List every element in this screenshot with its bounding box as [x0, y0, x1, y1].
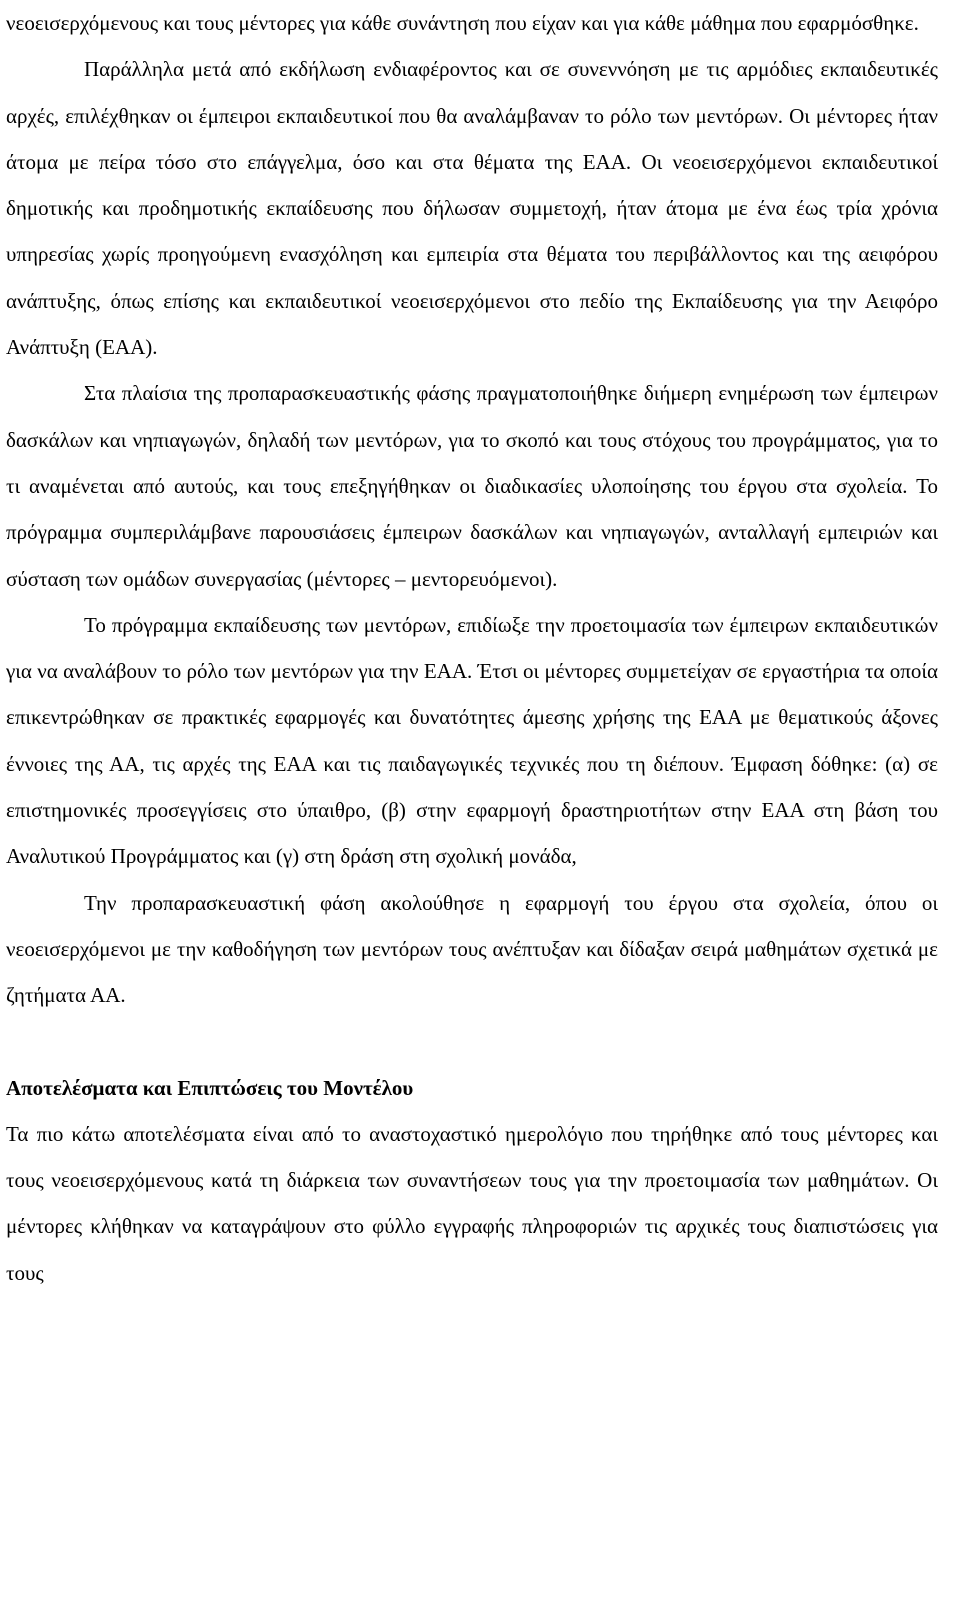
paragraph-preparatory-phase: Στα πλαίσια της προπαρασκευαστικής φάσης πραγματοποιήθηκε διήμερη ενημέρωση των έμπειρων δασκάλων και νηπιαγωγών, δηλαδή των μεντόρων, για το σκοπό και τους στόχους του προγράμματος, για το τι αναμένεται από αυτούς, και τους επεξηγήθηκαν οι διαδικασίες υλοποίησης του έργου στα σχολεία. Το πρόγραμμα συμπεριλάμβανε παρουσιάσεις έμπειρων δασκάλων και νηπιαγωγών, ανταλλαγή εμπειριών και σύσταση των ομάδων συνεργασίας (μέντορες – μεντορευόμενοι).	[6, 381, 938, 591]
paragraph-implementation: Την προπαρασκευαστική φάση ακολούθησε η εφαρμογή του έργου στα σχολεία, όπου οι νεοεισερχόμενοι με την καθοδήγηση των μεντόρων τους ανέπτυξαν και δίδαξαν σειρά μαθημάτων σχετικά με ζητήματα ΑΑ.	[6, 890, 938, 1008]
document-page	[6, 0, 938, 1296]
paragraph-mentor-training: Το πρόγραμμα εκπαίδευσης των μεντόρων, επιδίωξε την προετοιμασία των έμπειρων εκπαιδευτικών για να αναλάβουν το ρόλο των μεντόρων για την ΕΑΑ. Έτσι οι μέντορες συμμετείχαν σε εργαστήρια τα οποία επικεντρώθηκαν σε πρακτικές εφαρμογές και δυνατότητες άμεσης χρήσης της ΕΑΑ με θεματικούς άξονες έννοιες της ΑΑ, τις αρχές της ΕΑΑ και τις παιδαγωγικές τεχνικές που τη διέπουν. Έμφαση δόθηκε: (α) σε επιστημονικές προσεγγίσεις στο ύπαιθρο, (β) στην εφαρμογή δραστηριοτήτων στην ΕΑΑ στη βάση του Αναλυτικού Προγράμματος και (γ) στη δράση στη σχολική μονάδα,	[6, 612, 938, 869]
paragraph-mentor-selection: Παράλληλα μετά από εκδήλωση ενδιαφέροντος και σε συνεννόηση με τις αρμόδιες εκπαιδευτικές αρχές, επιλέχθηκαν οι έμπειροι εκπαιδευτικοί που θα αναλάμβαναν το ρόλο των μεντόρων. Οι μέντορες ήταν άτομα με πείρα τόσο στο επάγγελμα, όσο και στα θέματα της ΕΑΑ. Οι νεοεισερχόμενοι εκπαιδευτικοί δημοτικής και προδημοτικής εκπαίδευσης που δήλωσαν συμμετοχή, ήταν άτομα με ένα έως τρία χρόνια υπηρεσίας χωρίς προηγούμενη ενασχόληση και εμπειρία στα θέματα του περιβάλλοντος και της αειφόρου ανάπτυξης, όπως επίσης και εκπαιδευτικοί νεοεισερχόμενοι στο πεδίο της Εκπαίδευσης για την Αειφόρο Ανάπτυξη (ΕΑΑ).	[6, 57, 938, 360]
section-spacer	[6, 1019, 938, 1065]
section-heading: Αποτελέσματα και Επιπτώσεις του Μοντέλου	[6, 1075, 414, 1100]
paragraph-results: Τα πιο κάτω αποτελέσματα είναι από το αναστοχαστικό ημερολόγιο που τηρήθηκε από τους μέντορες και τους νεοεισερχόμενους κατά τη διάρκεια των συναντήσεων τους για την προετοιμασία των μαθημάτων. Οι μέντορες κλήθηκαν να καταγράψουν στο φύλλο εγγραφής πληροφοριών τις αρχικές τους διαπιστώσεις για τους	[6, 1121, 938, 1285]
paragraph-continuation: νεοεισερχόμενους και τους μέντορες για κάθε συνάντηση που είχαν και για κάθε μάθημα που εφαρμόσθηκε.	[6, 11, 919, 35]
